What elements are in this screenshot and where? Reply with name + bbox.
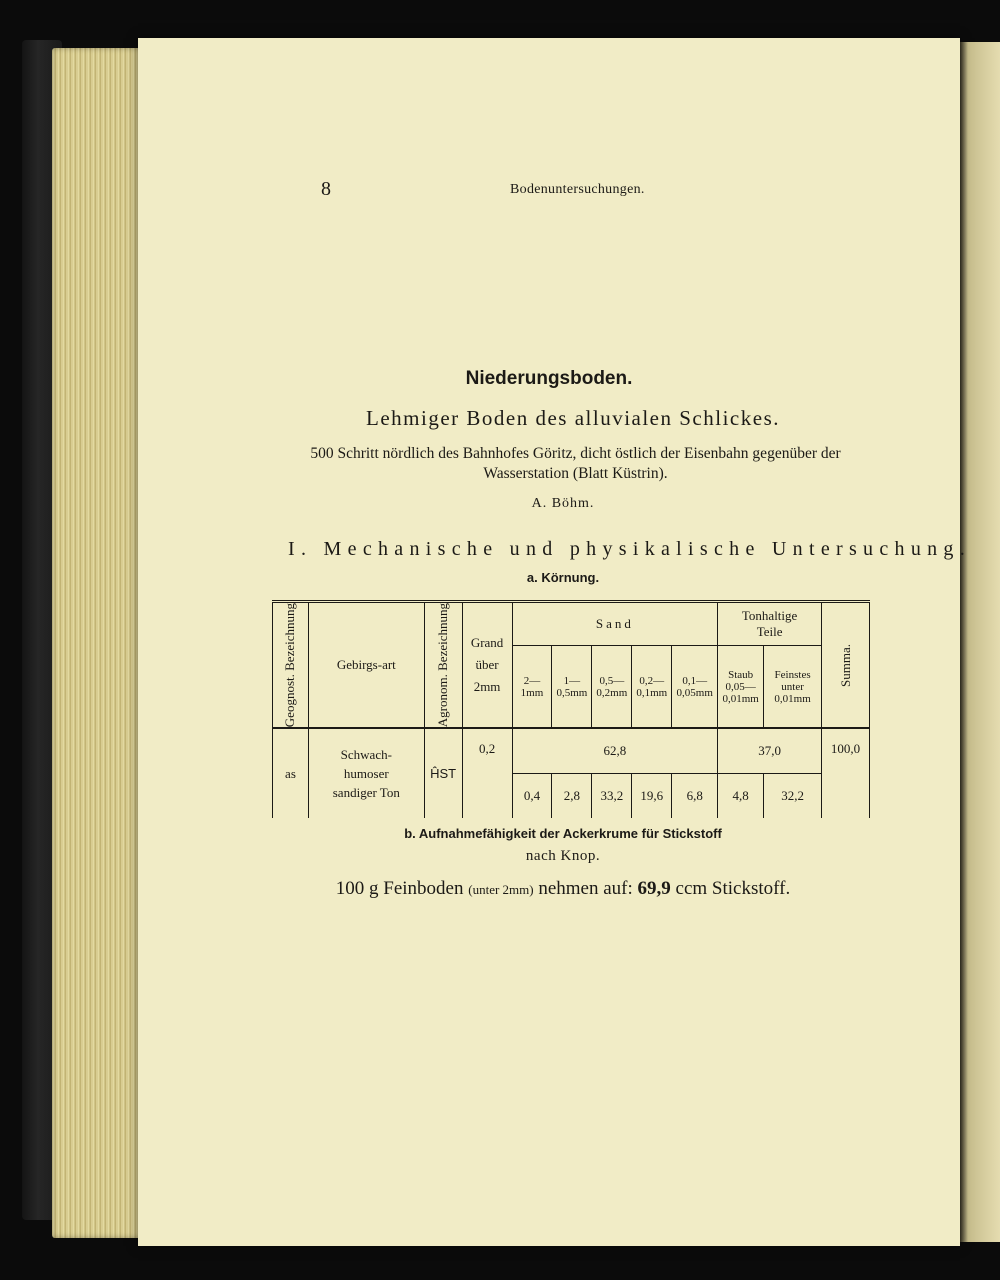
author: A. Böhm. bbox=[531, 496, 595, 511]
header-agronom bbox=[424, 602, 462, 729]
page-edges bbox=[52, 48, 144, 1238]
cell-grand: 0,2 bbox=[462, 728, 512, 818]
statement-paren: (unter 2mm) bbox=[468, 882, 534, 897]
statement-middle: nehmen auf: bbox=[538, 878, 633, 899]
header-tonhaltige bbox=[718, 602, 822, 646]
cell-sand-1: 0,4 bbox=[512, 774, 552, 819]
sand-fraction-2: 1— 0,5mm bbox=[552, 646, 592, 729]
sand-fraction-3: 0,5— 0,2mm bbox=[592, 646, 632, 729]
header-geognost bbox=[273, 602, 309, 729]
header-tonhaltige-label: Tonhaltige Teile bbox=[741, 608, 798, 639]
section-heading: I. Mechanische und physikalische Untersuchung. bbox=[288, 538, 972, 560]
nitrogen-statement bbox=[138, 878, 988, 900]
sub-heading-koernung: a. Körnung. bbox=[526, 570, 600, 585]
statement-tail: ccm Stickstoff. bbox=[675, 878, 791, 899]
cell-ton-feinstes: 32,2 bbox=[764, 774, 822, 819]
page-subtitle: Lehmiger Boden des alluvialen Schlickes. bbox=[366, 406, 780, 430]
statement-value: 69,9 bbox=[637, 878, 671, 899]
header-geognost-label: Geognost. Bezeichnung bbox=[282, 603, 298, 728]
location-description: 500 Schritt nördlich des Bahnhofes Göritz, dicht östlich der Eisenbahn gegenüber der Wasserstation (Blatt Küstrin). bbox=[310, 445, 841, 482]
running-head: Bodenuntersuchungen. bbox=[510, 182, 645, 197]
cell-sand-5: 6,8 bbox=[672, 774, 718, 819]
sand-fraction-5: 0,1— 0,05mm bbox=[672, 646, 718, 729]
header-sand: Sand bbox=[512, 602, 718, 646]
header-agronom-label: Agronom. Bezeichnung bbox=[435, 603, 451, 728]
header-gebirgsart-label: Gebirgs-art bbox=[336, 657, 396, 673]
sand-fraction-1: 2— 1mm bbox=[512, 646, 552, 729]
cell-sand-total: 62,8 bbox=[512, 728, 718, 774]
header-grand bbox=[462, 602, 512, 729]
sub-heading-knop: nach Knop. bbox=[525, 848, 601, 864]
header-summa-label: Summa. bbox=[837, 643, 853, 687]
grain-size-table bbox=[272, 600, 870, 818]
ton-fraction-staub: Staub 0,05— 0,01mm bbox=[718, 646, 764, 729]
cell-gebirgsart bbox=[308, 728, 424, 818]
table-row bbox=[273, 728, 870, 774]
book-page bbox=[138, 38, 972, 1246]
statement-lead: 100 g Feinboden bbox=[335, 878, 464, 899]
header-summa bbox=[822, 602, 870, 729]
cell-sand-2: 2,8 bbox=[552, 774, 592, 819]
cell-summa: 100,0 bbox=[822, 728, 870, 818]
sub-heading-stickstoff: b. Aufnahmefähigkeit der Ackerkrume für Stickstoff bbox=[404, 826, 722, 841]
cell-sand-4: 19,6 bbox=[632, 774, 672, 819]
ton-fraction-feinstes: Feinstes unter 0,01mm bbox=[764, 646, 822, 729]
cell-sand-3: 33,2 bbox=[592, 774, 632, 819]
cell-ton-staub: 4,8 bbox=[718, 774, 764, 819]
header-grand-label: Grand über 2mm bbox=[470, 635, 504, 695]
sand-fraction-4: 0,2— 0,1mm bbox=[632, 646, 672, 729]
header-gebirgsart bbox=[308, 602, 424, 729]
page-title: Niederungsboden. bbox=[465, 368, 633, 389]
page-number: 8 bbox=[321, 178, 331, 200]
adjacent-page-edge bbox=[960, 42, 1000, 1242]
cell-geognost: as bbox=[273, 728, 309, 818]
cell-ton-total: 37,0 bbox=[718, 728, 822, 774]
cell-agronom: ĤST bbox=[424, 728, 462, 818]
cell-gebirgsart-label: Schwach-humoser sandiger Ton bbox=[332, 747, 400, 801]
